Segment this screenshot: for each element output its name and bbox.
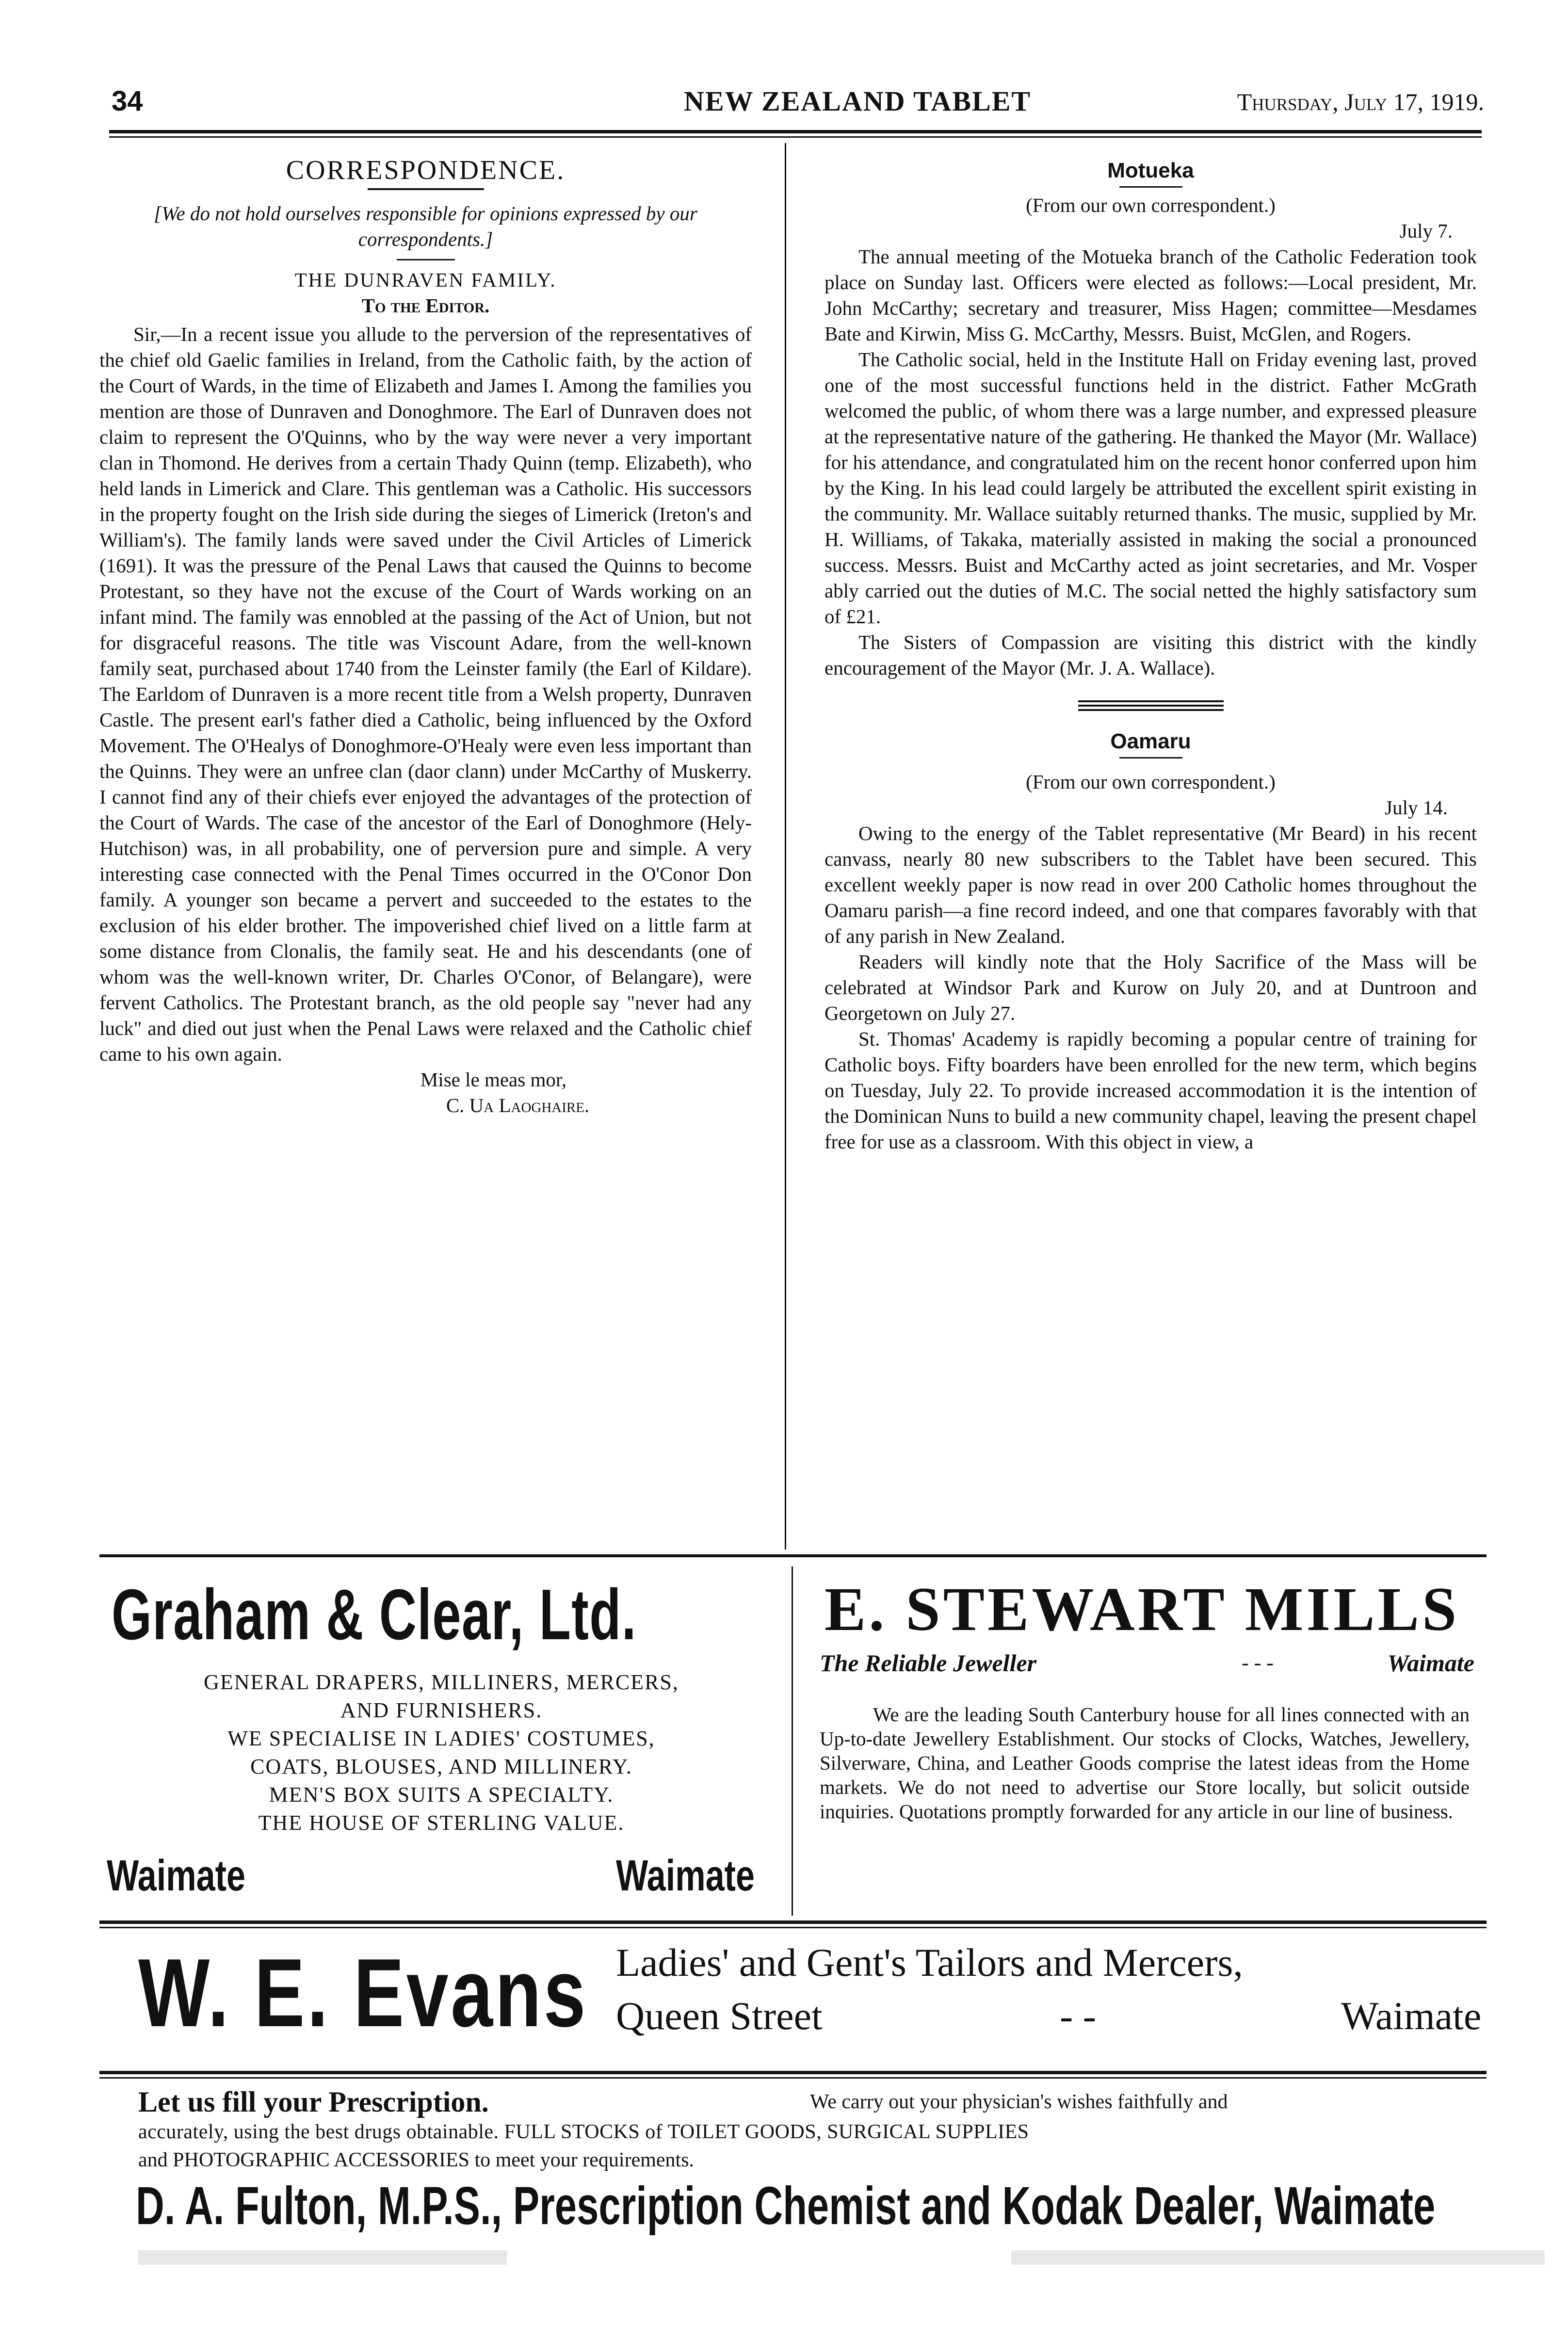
motueka-date: July 7.	[1399, 220, 1453, 242]
motueka-rule	[1119, 186, 1182, 188]
ad-graham-line: AND FURNISHERS.	[340, 1698, 543, 1722]
ad-evans-street: Queen Street	[616, 1994, 823, 2038]
issue-date: Thursday, July 17, 1919.	[1237, 88, 1484, 115]
bleedthrough-texture	[1011, 2245, 1545, 2270]
ads-divider	[792, 1566, 793, 1916]
ad-fulton-bleedthrough-left	[138, 2245, 507, 2276]
masthead-rule-thin	[109, 136, 1482, 138]
motueka-paragraph: The Catholic social, held in the Institute Hall on Friday evening last, proved one of the most successful functions held in the district. Father McGrath welcomed the public, of whom there was a large number, and expressed pleasure at the representative nature of the gathering. He thanked the Mayor (Mr. Wallace) for his attendance, and congratulated him on the recent honor conferred upon him by the King. In his lead could largely be attributed the excellent spirit existing in the community. Mr. Wallace suitably returned thanks. The music, supplied by Mr. H. Williams, of Takaka, materially assisted in making the social a pronounced success. Messrs. Buist and McCarthy acted as joint secretaries, and Mr. Vosper ably carried out the duties of M.C. The social netted the highly satisfactory sum of £21.	[824, 348, 1477, 628]
ad-fulton-headline: Let us fill your Prescription.	[138, 2086, 489, 2118]
motueka-paragraph: The Sisters of Compassion are visiting this district with the kindly encouragement of the Mayor (Mr. J. A. Wallace).	[824, 631, 1477, 679]
evans-top-rule	[99, 1920, 1487, 1924]
disclaimer-rule	[397, 259, 455, 260]
ad-graham-lines	[102, 1668, 781, 1837]
ad-fulton-bleedthrough-right	[1011, 2245, 1545, 2276]
masthead	[112, 85, 1499, 124]
ad-graham-line: WE SPECIALISE IN LADIES' COSTUMES,	[227, 1727, 655, 1750]
oamaru-byline: (From our own correspondent.)	[1026, 771, 1276, 793]
ad-fulton-line3: and PHOTOGRAPHIC ACCESSORIES to meet your requirements.	[138, 2149, 695, 2171]
ad-graham-line: THE HOUSE OF STERLING VALUE.	[258, 1811, 625, 1835]
fulton-top-rule-thin	[99, 2077, 1487, 2079]
letter-signoff: Mise le meas mor,	[420, 1068, 567, 1091]
ad-stewart-name: E. STEWART MILLS	[824, 1575, 1460, 1644]
letter-signature: C. Ua Laoghaire.	[446, 1094, 590, 1116]
heading-ornament	[368, 188, 484, 190]
ad-fulton-intro: We carry out your physician's wishes faithfully and	[810, 2091, 1228, 2113]
ad-fulton-name: D. A. Fulton, M.P.S., Prescription Chemist and Kodak Dealer, Waimate	[136, 2176, 1436, 2236]
oamaru-paragraph: Owing to the energy of the Tablet representative (Mr Beard) in his recent canvass, nearly 80 new subscribers to the Tablet have been secured. This excellent weekly paper is now read in over 200 Catholic homes throughout the Oamaru parish—a fine record indeed, and one that compares favorably with that of any parish in New Zealand.	[824, 822, 1477, 947]
letter-addressee: To the Editor.	[361, 294, 490, 317]
news-column	[824, 158, 1477, 1155]
ad-stewart-separator: - - -	[1242, 1651, 1274, 1675]
ad-graham-town-right: Waimate	[616, 1852, 755, 1900]
letter-title: THE DUNRAVEN FAMILY.	[294, 269, 557, 291]
correspondence-column	[99, 155, 752, 1118]
ad-stewart-town: Waimate	[1387, 1649, 1474, 1677]
oamaru-rule	[1119, 757, 1182, 758]
section-separator	[1078, 700, 1224, 711]
motueka-paragraph: The annual meeting of the Motueka branch of the Catholic Federation took place on Sunday last. Officers were elected as follows:—Local president, Mr. John McCarthy; secretary and treasurer, Miss Hagen; committee—Mesdames Bate and Kirwin, Miss G. McCarthy, Messrs. Buist, McGlen, and Rogers.	[824, 245, 1477, 345]
ad-evans-line1: Ladies' and Gent's Tailors and Mercers,	[616, 1940, 1243, 1985]
ad-graham-line: MEN'S BOX SUITS A SPECIALTY.	[269, 1783, 614, 1807]
ad-fulton	[99, 2085, 1487, 2328]
ad-graham-line: COATS, BLOUSES, AND MILLINERY.	[250, 1755, 632, 1778]
ad-evans	[99, 1935, 1487, 2056]
oamaru-date: July 14.	[1385, 796, 1448, 819]
fulton-top-rule	[99, 2071, 1487, 2074]
ad-graham-clear	[102, 1574, 781, 1913]
oamaru-heading: Oamaru	[1110, 729, 1191, 753]
page-number: 34	[112, 85, 143, 117]
motueka-heading: Motueka	[1107, 159, 1194, 182]
ad-fulton-line2: accurately, using the best drugs obtainable. FULL STOCKS of TOILET GOODS, SURGICAL SUPPLIES	[138, 2121, 1029, 2143]
evans-top-rule-thin	[99, 1927, 1487, 1928]
oamaru-paragraph: St. Thomas' Academy is rapidly becoming a popular centre of training for Catholic boys. Fifty boarders have been enrolled for the new term, which begins on Tuesday, July 22. To provide increased accommodation it is the intention of the Dominican Nuns to build a new community chapel, leaving the present chapel free for use as a classroom. With this object in view, a	[824, 1028, 1477, 1153]
masthead-rule	[109, 130, 1482, 133]
ad-evans-name: W. E. Evans	[138, 1939, 588, 2047]
column-divider	[785, 143, 786, 1549]
correspondence-heading: CORRESPONDENCE.	[286, 155, 566, 185]
motueka-byline: (From our own correspondent.)	[1026, 194, 1276, 216]
publication-title: NEW ZEALAND TABLET	[684, 85, 1032, 117]
ad-evans-separator: - -	[1060, 1994, 1097, 2038]
editorial-disclaimer: [We do not hold ourselves responsible for opinions expressed by our correspondents.]	[154, 202, 697, 250]
ad-graham-line: GENERAL DRAPERS, MILLINERS, MERCERS,	[204, 1670, 679, 1694]
ad-stewart-body: We are the leading South Canterbury house for all lines connected with an Up-to-date Jewellery Establishment. Our stocks of Clocks, Watches, Jewellery, Silverware, China, and Leather Goods comprise the latest ideas from the Home markets. We do not need to advertise our Store locally, but solicit outside inquiries. Quotations promptly forwarded for any article in our line of business.	[820, 1703, 1470, 1823]
ad-graham-town-left: Waimate	[107, 1852, 246, 1900]
ad-evans-town: Waimate	[1341, 1994, 1482, 2038]
letter-body: Sir,—In a recent issue you allude to the perversion of the representatives of the chief old Gaelic families in Ireland, from the Catholic faith, by the action of the Court of Wards, in the time of Elizabeth and James I. Among the families you mention are those of Dunraven and Donoghmore. The Earl of Dunraven does not claim to represent the O'Quinns, who by the way were never a very important clan in Thomond. He derives from a certain Thady Quinn (temp. Elizabeth), who held lands in Limerick and Clare. This gentleman was a Catholic. His successors in the property fought on the Irish side during the sieges of Limerick (Ireton's and William's). The family lands were saved under the Civil Articles of Limerick (1691). It was the pressure of the Penal Laws that caused the Quinns to become Protestant, so they have not the excuse of the Court of Wards working on an infant mind. The family was ennobled at the passing of the Act of Union, but not for disgraceful reasons. The title was Viscount Adare, from the well-known family seat, purchased about 1740 from the Leinster family (the Earl of Kildare). The Earldom of Dunraven is a more recent title from a Welsh property, Dunraven Castle. The present earl's father died a Catholic, being influenced by the Oxford Movement. The O'Healys of Donoghmore-O'Healy were even less important than the Quinns. They were an unfree clan (daor clann) under McCarthy of Muskerry. I cannot find any of their chiefs ever enjoyed the advantages of the protection of the Court of Wards. The case of the ancestor of the Earl of Donoghmore (Hely-Hutchison) was, in all probability, one of perversion pure and simple. A very interesting case connected with the Penal Times occurred in the O'Conor Don family. A younger son became a pervert and succeeded to the estates to the exclusion of his elder brother. The impoverished chief lived on a little farm at some distance from Clonalis, the family seat. He and his descendants (one of whom was the well-known writer, Dr. Charles O'Conor, of Belangare), were fervent Catholics. The Protestant branch, as the old people say "never had any luck" and died out just when the Penal Laws were relaxed and the Catholic chief came to his own again.	[99, 323, 752, 1065]
ads-top-rule	[99, 1554, 1487, 1557]
ad-stewart-mills	[815, 1574, 1484, 1913]
bleedthrough-texture	[138, 2245, 507, 2270]
oamaru-paragraph: Readers will kindly note that the Holy Sacrifice of the Mass will be celebrated at Windsor Park and Kurow on July 20, and at Duntroon and Georgetown on July 27.	[824, 951, 1477, 1024]
ad-stewart-tagline: The Reliable Jeweller	[820, 1649, 1037, 1677]
ad-graham-name: Graham & Clear, Ltd.	[112, 1575, 637, 1655]
